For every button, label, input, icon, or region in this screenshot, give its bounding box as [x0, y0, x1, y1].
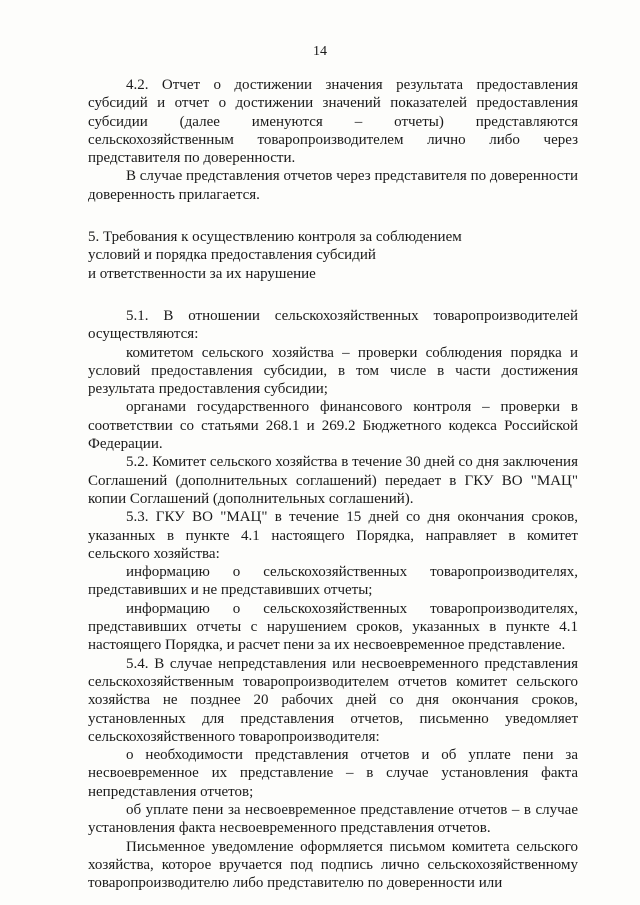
page-number: 14 [313, 44, 327, 59]
paragraph-5-1: 5.1. В отношении сельскохозяйственных товаропроизводителей осуществляются: [88, 307, 578, 343]
paragraph-5-4: 5.4. В случае непредставления или несвоевременного представления сельскохозяйственным товаропроизводителем отчетов комитет сельского хозяйства не позднее 20 рабочих дней со дня окончания сроков, установленных для представления отчетов, письменно уведомляет сельскохозяйственного товаропроизводителя: [88, 655, 578, 745]
paragraph-4-2: 4.2. Отчет о достижении значения результата предоставления субсидий и отчет о достижении значений показателей предоставления субсидии (далее именуются – отчеты) представляются сельскохозяйственным товаропроизводителем лично либо через представителя по доверенности. [88, 77, 578, 167]
paragraph-proxy: В случае представления отчетов через представителя по доверенности доверенность прилагается. [88, 168, 578, 203]
paragraph-5-2: 5.2. Комитет сельского хозяйства в течение 30 дней со дня заключения Соглашений (дополнительных соглашений) передает в ГКУ ВО "МАЦ" копии Соглашений (дополнительных соглашений). [88, 454, 578, 507]
paragraph-5-3: 5.3. ГКУ ВО "МАЦ" в течение 15 дней со дня окончания сроков, указанных в пункте 4.1 настоящего Порядка, направляет в комитет сельского хозяйства: [88, 509, 578, 562]
section-heading [88, 228, 578, 283]
paragraph-committee-checks: комитетом сельского хозяйства – проверки соблюдения порядка и условий предоставления субсидии, в том числе в части достижения результата предоставления субсидии; [88, 344, 578, 398]
paragraph-info-submitted: информацию о сельскохозяйственных товаропроизводителях, представивших и не представивших отчеты; [88, 564, 578, 599]
paragraph-written-notice: Письменное уведомление оформляется письмом комитета сельского хозяйства, которое вручается под подпись лично сельскохозяйственному товаропроизводителю либо представителю по доверенности или [88, 838, 578, 892]
paragraph-financial-control: органами государственного финансового контроля – проверки в соответствии со статьями 268.1 и 269.2 Бюджетного кодекса Российской Федерации. [88, 399, 578, 453]
heading-line-2: условий и порядка предоставления субсидий [88, 247, 376, 264]
document-body [88, 76, 578, 892]
paragraph-info-late: информацию о сельскохозяйственных товаропроизводителях, представивших отчеты с нарушением сроков, указанных в пункте 4.1 настоящего Порядка, и расчет пени за их несвоевременное представление. [88, 600, 578, 654]
heading-line-1: 5. Требования к осуществлению контроля за соблюдением [88, 229, 462, 246]
paragraph-notice-missing: о необходимости представления отчетов и об уплате пени за несвоевременное их представление – в случае установления факта непредставления отчетов; [88, 747, 578, 800]
heading-line-3: и ответственности за их нарушение [88, 265, 316, 282]
paragraph-notice-late: об уплате пени за несвоевременное представление отчетов – в случае установления факта несвоевременного представления отчетов. [88, 801, 578, 837]
